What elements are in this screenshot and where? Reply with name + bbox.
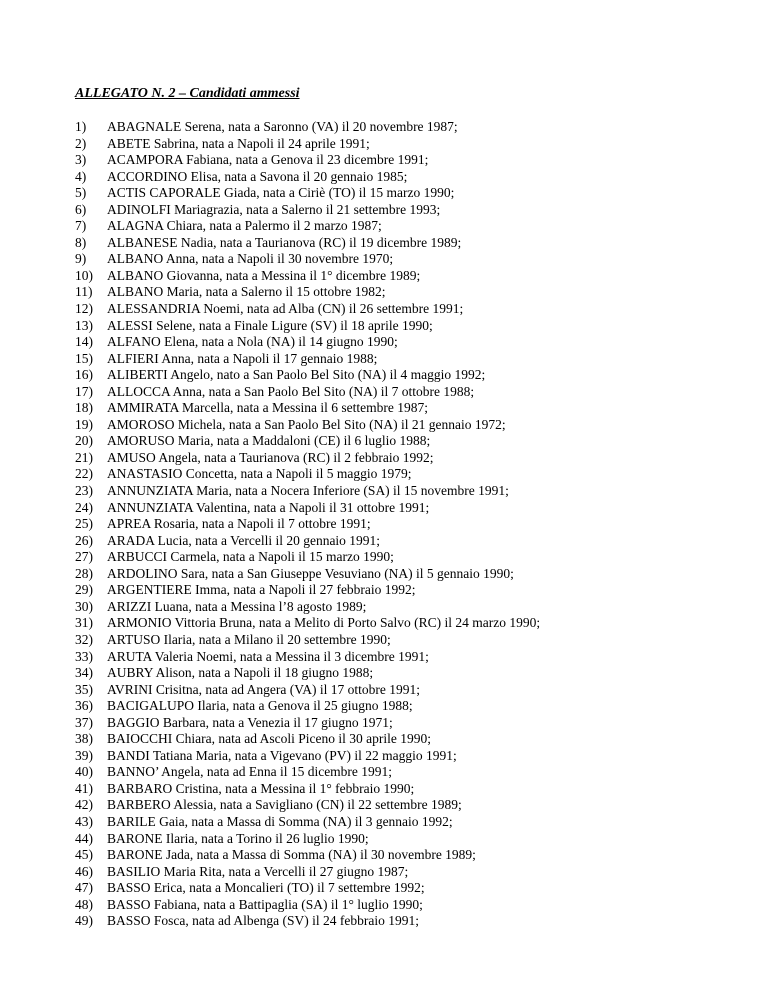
- list-item-number: 40): [75, 764, 93, 780]
- document-title: ALLEGATO N. 2 – Candidati ammessi: [75, 86, 300, 101]
- list-item-text: BANDI Tatiana Maria, nata a Vigevano (PV) il 22 maggio 1991;: [107, 747, 457, 763]
- list-item-number: 13): [75, 317, 93, 333]
- list-item-text: ARBUCCI Carmela, nata a Napoli il 15 marzo 1990;: [107, 549, 394, 565]
- list-item-number: 22): [75, 466, 93, 482]
- list-item-text: ANNUNZIATA Valentina, nata a Napoli il 31 ottobre 1991;: [107, 499, 430, 515]
- list-item-text: BASSO Fabiana, nata a Battipaglia (SA) il 1° luglio 1990;: [107, 896, 423, 912]
- list-item-number: 49): [75, 913, 93, 929]
- list-item-text: ALBANESE Nadia, nata a Taurianova (RC) il 19 dicembre 1989;: [107, 234, 462, 250]
- list-item-number: 37): [75, 714, 93, 730]
- list-item-number: 6): [75, 201, 87, 217]
- list-item-text: ADINOLFI Mariagrazia, nata a Salerno il 21 settembre 1993;: [107, 201, 441, 217]
- list-item-number: 46): [75, 863, 93, 879]
- list-item-number: 1): [75, 119, 87, 134]
- list-item-number: 14): [75, 334, 93, 350]
- list-item-text: ALFANO Elena, nata a Nola (NA) il 14 giugno 1990;: [107, 334, 398, 350]
- list-item-number: 24): [75, 499, 93, 515]
- list-item-number: 29): [75, 582, 93, 598]
- list-item-number: 35): [75, 681, 93, 697]
- list-item-text: ALIBERTI Angelo, nato a San Paolo Bel Sito (NA) il 4 maggio 1992;: [107, 367, 486, 383]
- list-item-text: AVRINI Crisitna, nata ad Angera (VA) il 17 ottobre 1991;: [107, 681, 420, 697]
- list-item-text: ABETE Sabrina, nata a Napoli il 24 aprile 1991;: [107, 135, 370, 151]
- list-item-text: BASSO Erica, nata a Moncalieri (TO) il 7 settembre 1992;: [107, 880, 425, 896]
- list-item-text: BASSO Fosca, nata ad Albenga (SV) il 24 febbraio 1991;: [107, 913, 419, 929]
- list-item-number: 23): [75, 483, 93, 499]
- list-item-text: AMOROSO Michela, nata a San Paolo Bel Sito (NA) il 21 gennaio 1972;: [107, 416, 506, 432]
- list-item-text: ALBANO Maria, nata a Salerno il 15 ottobre 1982;: [107, 284, 386, 300]
- list-item-text: ARTUSO Ilaria, nata a Milano il 20 settembre 1990;: [107, 631, 391, 647]
- list-item-number: 27): [75, 549, 93, 565]
- list-item-text: ALAGNA Chiara, nata a Palermo il 2 marzo 1987;: [107, 218, 382, 234]
- list-item-number: 43): [75, 813, 93, 829]
- list-item-number: 44): [75, 830, 93, 846]
- list-item-text: ANNUNZIATA Maria, nata a Nocera Inferiore (SA) il 15 novembre 1991;: [107, 483, 509, 499]
- list-item-number: 17): [75, 383, 93, 399]
- list-item-number: 19): [75, 416, 93, 432]
- list-item-text: ARGENTIERE Imma, nata a Napoli il 27 febbraio 1992;: [107, 582, 416, 598]
- list-item-text: ARUTA Valeria Noemi, nata a Messina il 3 dicembre 1991;: [107, 648, 429, 664]
- list-item-text: ALBANO Giovanna, nata a Messina il 1° dicembre 1989;: [107, 267, 421, 283]
- list-item-text: BARILE Gaia, nata a Massa di Somma (NA) il 3 gennaio 1992;: [107, 813, 453, 829]
- list-item-text: AUBRY Alison, nata a Napoli il 18 giugno 1988;: [107, 665, 374, 681]
- list-item-number: 8): [75, 234, 87, 250]
- list-item-text: ABAGNALE Serena, nata a Saronno (VA) il 20 novembre 1987;: [107, 119, 458, 134]
- list-item-number: 11): [75, 284, 93, 300]
- list-item-text: BARBARO Cristina, nata a Messina il 1° febbraio 1990;: [107, 780, 415, 796]
- list-item-number: 28): [75, 565, 93, 581]
- list-item-number: 47): [75, 880, 93, 896]
- list-item-number: 7): [75, 218, 87, 234]
- list-item-number: 2): [75, 135, 87, 151]
- list-item-text: ALBANO Anna, nata a Napoli il 30 novembre 1970;: [107, 251, 394, 267]
- list-item-text: BARONE Ilaria, nata a Torino il 26 luglio 1990;: [107, 830, 369, 846]
- list-item-number: 25): [75, 516, 93, 532]
- list-item-text: AMORUSO Maria, nata a Maddaloni (CE) il 6 luglio 1988;: [107, 433, 431, 449]
- list-item-text: BANNO’ Angela, nata ad Enna il 15 dicembre 1991;: [107, 764, 393, 780]
- list-item-text: AMUSO Angela, nata a Taurianova (RC) il 2 febbraio 1992;: [107, 449, 434, 465]
- list-item-text: ACCORDINO Elisa, nata a Savona il 20 gennaio 1985;: [107, 168, 408, 184]
- list-item-number: 42): [75, 797, 93, 813]
- list-item-number: 41): [75, 780, 93, 796]
- list-item-text: ALESSANDRIA Noemi, nata ad Alba (CN) il 26 settembre 1991;: [107, 301, 464, 317]
- list-item-number: 20): [75, 433, 93, 449]
- list-item-number: 26): [75, 532, 93, 548]
- list-item-text: ARADA Lucia, nata a Vercelli il 20 gennaio 1991;: [107, 532, 381, 548]
- list-item-number: 32): [75, 631, 93, 647]
- list-item-text: BAGGIO Barbara, nata a Venezia il 17 giugno 1971;: [107, 714, 393, 730]
- list-item-number: 38): [75, 731, 93, 747]
- list-item-text: BARBERO Alessia, nata a Savigliano (CN) il 22 settembre 1989;: [107, 797, 462, 813]
- list-item-number: 48): [75, 896, 93, 912]
- list-item-number: 4): [75, 168, 87, 184]
- list-item-text: BAIOCCHI Chiara, nata ad Ascoli Piceno il 30 aprile 1990;: [107, 731, 431, 747]
- list-item-number: 5): [75, 185, 87, 201]
- list-item-text: ARDOLINO Sara, nata a San Giuseppe Vesuviano (NA) il 5 gennaio 1990;: [107, 565, 514, 581]
- list-item-number: 12): [75, 301, 93, 317]
- list-item-number: 33): [75, 648, 93, 664]
- list-item-number: 30): [75, 598, 93, 614]
- list-item-text: ACAMPORA Fabiana, nata a Genova il 23 dicembre 1991;: [107, 152, 429, 168]
- list-item-number: 15): [75, 350, 93, 366]
- list-item-text: AMMIRATA Marcella, nata a Messina il 6 settembre 1987;: [107, 400, 428, 416]
- list-item-number: 36): [75, 698, 93, 714]
- list-item-number: 34): [75, 665, 93, 681]
- list-item-text: ACTIS CAPORALE Giada, nata a Ciriè (TO) il 15 marzo 1990;: [107, 185, 455, 201]
- list-item-text: APREA Rosaria, nata a Napoli il 7 ottobre 1991;: [107, 516, 371, 532]
- list-item-number: 3): [75, 152, 87, 168]
- list-item-text: ALFIERI Anna, nata a Napoli il 17 gennaio 1988;: [107, 350, 378, 366]
- list-item-text: BARONE Jada, nata a Massa di Somma (NA) il 30 novembre 1989;: [107, 847, 476, 863]
- list-item-text: ARMONIO Vittoria Bruna, nata a Melito di Porto Salvo (RC) il 24 marzo 1990;: [107, 615, 541, 631]
- list-item-text: ALESSI Selene, nata a Finale Ligure (SV) il 18 aprile 1990;: [107, 317, 433, 333]
- list-item-number: 21): [75, 449, 93, 465]
- list-item-number: 18): [75, 400, 93, 416]
- list-item-number: 45): [75, 847, 93, 863]
- list-item-number: 10): [75, 267, 93, 283]
- list-item-text: BASILIO Maria Rita, nata a Vercelli il 27 giugno 1987;: [107, 863, 409, 879]
- list-item-text: ARIZZI Luana, nata a Messina l’8 agosto 1989;: [107, 598, 367, 614]
- list-item-number: 31): [75, 615, 93, 631]
- list-item-text: ANASTASIO Concetta, nata a Napoli il 5 maggio 1979;: [107, 466, 412, 482]
- list-item-number: 9): [75, 251, 87, 267]
- list-item-text: ALLOCCA Anna, nata a San Paolo Bel Sito (NA) il 7 ottobre 1988;: [107, 383, 475, 399]
- list-item-number: 16): [75, 367, 93, 383]
- list-item-text: BACIGALUPO Ilaria, nata a Genova il 25 giugno 1988;: [107, 698, 413, 714]
- list-item-number: 39): [75, 747, 93, 763]
